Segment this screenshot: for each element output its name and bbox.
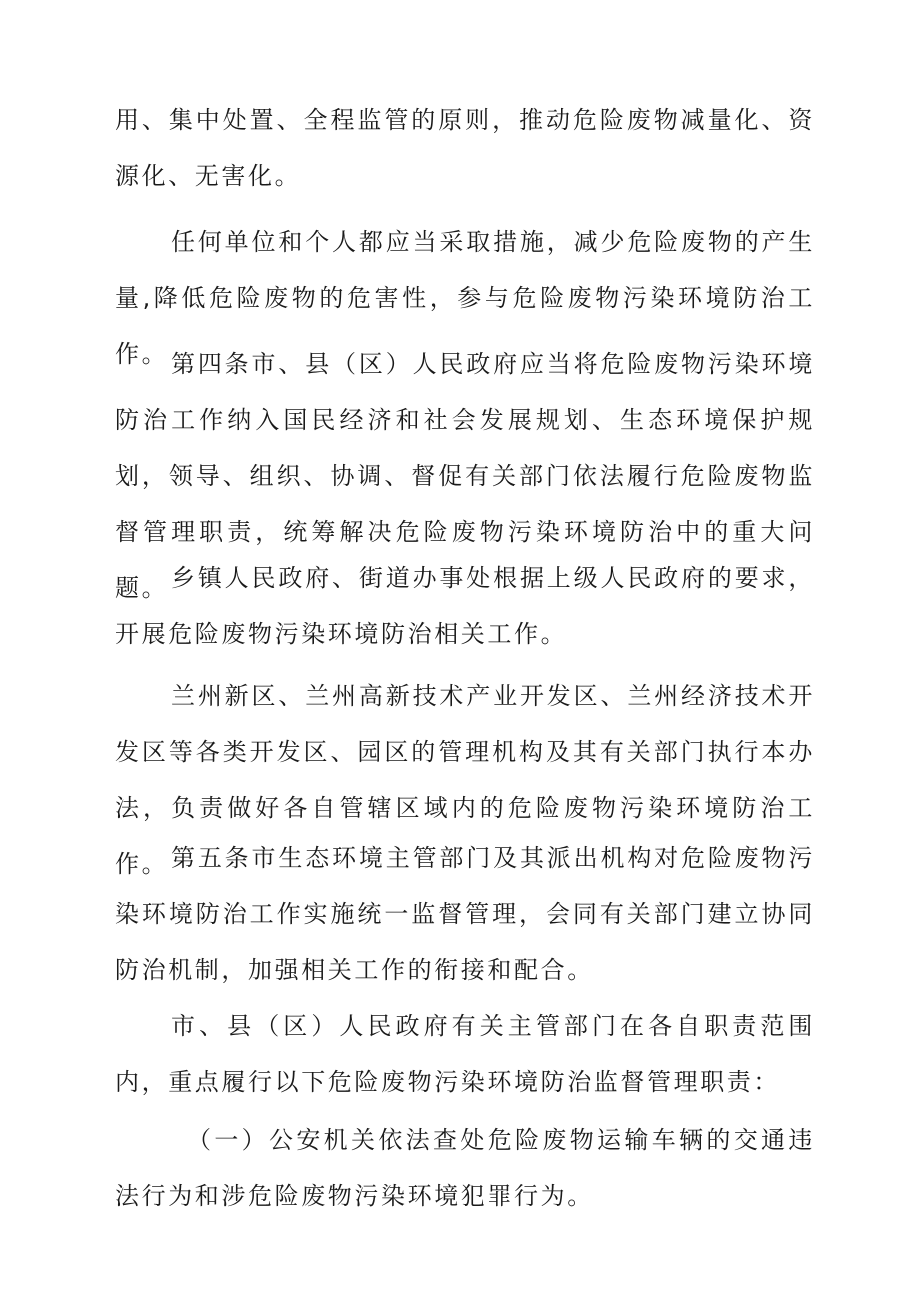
- paragraph-principles-continued: 用、集中处置、全程监管的原则，推动危险废物减量化、资源化、无害化。: [115, 106, 815, 190]
- paragraph-item-1-public-security: （一）公安机关依法查处危险废物运输车辆的交通违法行为和涉危险废物污染环境犯罪行为。: [115, 1126, 815, 1210]
- paragraph-township-government: 乡镇人民政府、街道办事处根据上级人民政府的要求，开展危险废物污染环境防治相关工作。: [115, 564, 815, 648]
- paragraph-article-5: 第五条市生态环境主管部门及其派出机构对危险废物污染环境防治工作实施统一监督管理，会同有关部门建立协同防治机制，加强相关工作的衔接和配合。: [115, 844, 815, 984]
- paragraph-development-zones: 兰州新区、兰州高新技术产业开发区、兰州经济技术开发区等各类开发区、园区的管理机构及其有关部门执行本办法，负责做好各自管辖区域内的危险废物污染环境防治工作。: [115, 682, 815, 878]
- paragraph-article-4: 第四条市、县（区）人民政府应当将危险废物污染环境防治工作纳入国民经济和社会发展规划、生态环境保护规划，领导、组织、协调、督促有关部门依法履行危险废物监督管理职责，统筹解决危险废物污染环境防治中的重大问题。: [115, 350, 815, 602]
- paragraph-department-duties: 市、县（区）人民政府有关主管部门在各自职责范围内，重点履行以下危险废物污染环境防治监督管理职责：: [115, 1012, 815, 1096]
- paragraph-reduce-waste: 任何单位和个人都应当采取措施，减少危险废物的产生量,降低危险废物的危害性，参与危险废物污染环境防治工作。: [115, 228, 815, 368]
